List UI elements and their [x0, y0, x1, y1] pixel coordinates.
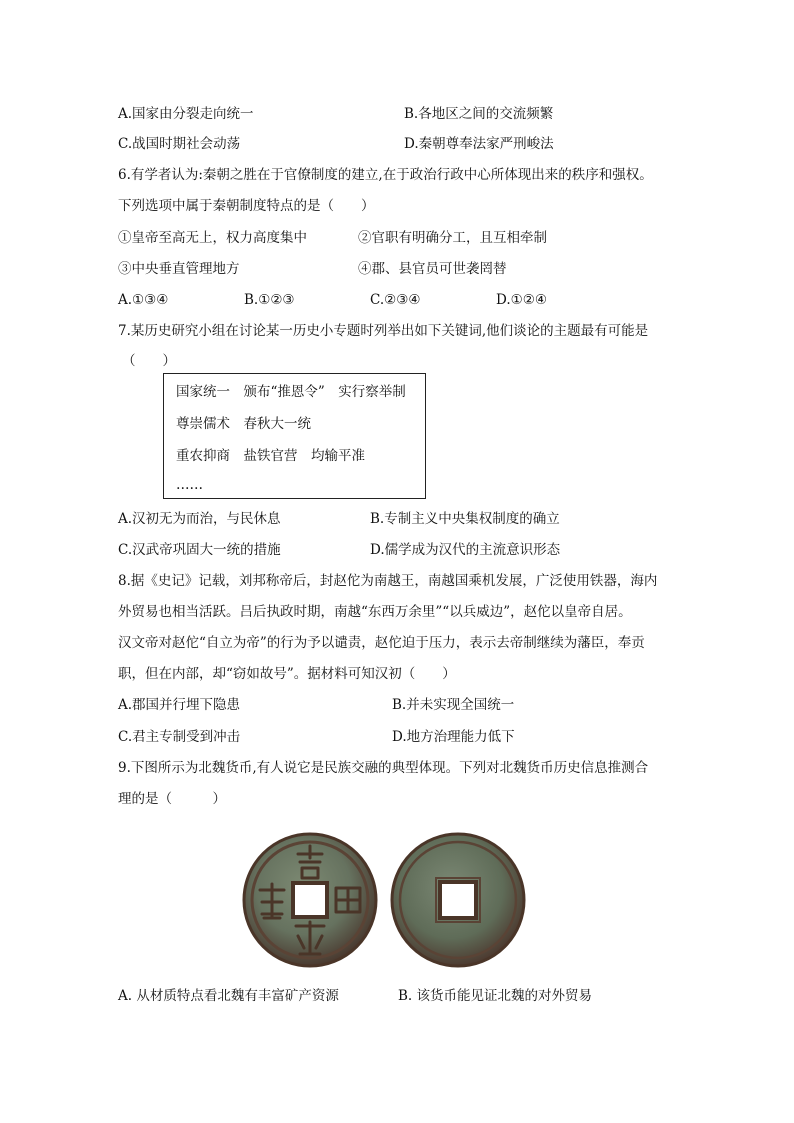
q5-option-d: D.秦朝尊奉法家严刑峻法: [404, 136, 554, 152]
q7-option-a: A.汉初无为而治，与民休息: [118, 511, 281, 527]
q9-option-a: A. 从材质特点看北魏有丰富矿产资源: [118, 988, 339, 1004]
q8-line-4: 职，但在内部，却“窃如故号”。据材料可知汉初（ ）: [118, 666, 456, 682]
q8-line-1: 8.据《史记》记载，刘邦称帝后，封赵佗为南越王，南越国乘机发展，广泛使用铁器，海内: [118, 573, 658, 589]
q6-option-c: C.②③④: [370, 292, 421, 308]
q6-statement-4: ④郡、县官员可世袭罔替: [358, 261, 507, 277]
q5-option-a: A.国家由分裂走向统一: [118, 106, 254, 122]
q7-stem-line2: （ ）: [122, 353, 176, 369]
q7-option-c: C.汉武帝巩固大一统的措施: [118, 542, 281, 558]
q8-line-2: 外贸易也相当活跃。吕后执政时期，南越“东西万余里”“以兵威边”，赵佗以皇帝自居。: [118, 604, 632, 620]
q6-stem-line2: 下列选项中属于秦朝制度特点的是（ ）: [118, 198, 375, 214]
q9-option-b: B. 该货币能见证北魏的对外贸易: [398, 988, 593, 1004]
q8-option-b: B.并未实现全国统一: [392, 697, 515, 713]
q8-line-3: 汉文帝对赵佗“自立为帝”的行为予以谴责，赵佗迫于压力，表示去帝制继续为藩臣，奉贡: [118, 635, 645, 651]
keyword-box: [163, 373, 426, 499]
q6-option-d: D.①②④: [496, 292, 547, 308]
q7-option-b: B.专制主义中央集权制度的确立: [370, 511, 560, 527]
q8-option-c: C.君主专制受到冲击: [118, 729, 241, 745]
coin-back: [392, 834, 524, 966]
q6-statement-1: ①皇帝至高无上，权力高度集中: [118, 230, 307, 246]
keyword-line: ……: [176, 477, 203, 493]
q8-option-a: A.郡国并行埋下隐患: [118, 697, 241, 713]
northern-wei-coins-image: [240, 828, 528, 972]
coin-front: [244, 834, 376, 966]
q9-stem-line2: 理的是（ ）: [118, 791, 226, 807]
q5-option-b: B.各地区之间的交流频繁: [404, 106, 554, 122]
q7-option-d: D.儒学成为汉代的主流意识形态: [370, 542, 561, 558]
q7-stem-line1: 7.某历史研究小组在讨论某一历史小专题时列举出如下关键词,他们谈论的主题最有可能是: [118, 323, 649, 339]
q6-option-b: B.①②③: [244, 292, 295, 308]
q6-option-a: A.①③④: [118, 292, 169, 308]
q5-option-c: C.战国时期社会动荡: [118, 136, 241, 152]
q6-statement-3: ③中央垂直管理地方: [118, 261, 240, 277]
q9-stem-line1: 9.下图所示为北魏货币,有人说它是民族交融的典型体现。下列对北魏货币历史信息推测合: [118, 760, 649, 776]
q8-option-d: D.地方治理能力低下: [392, 729, 515, 745]
keyword-line: 重农抑商 盐铁官营 均输平准: [176, 448, 365, 464]
q6-statement-2: ②官职有明确分工，且互相牵制: [358, 230, 547, 246]
keyword-line: 尊崇儒术 春秋大一统: [176, 416, 311, 432]
keyword-line: 国家统一 颁布“推恩令” 实行察举制: [176, 384, 406, 400]
q6-stem-line1: 6.有学者认为:秦朝之胜在于官僚制度的建立,在于政治行政中心所体现出来的秩序和强权。: [118, 167, 653, 183]
